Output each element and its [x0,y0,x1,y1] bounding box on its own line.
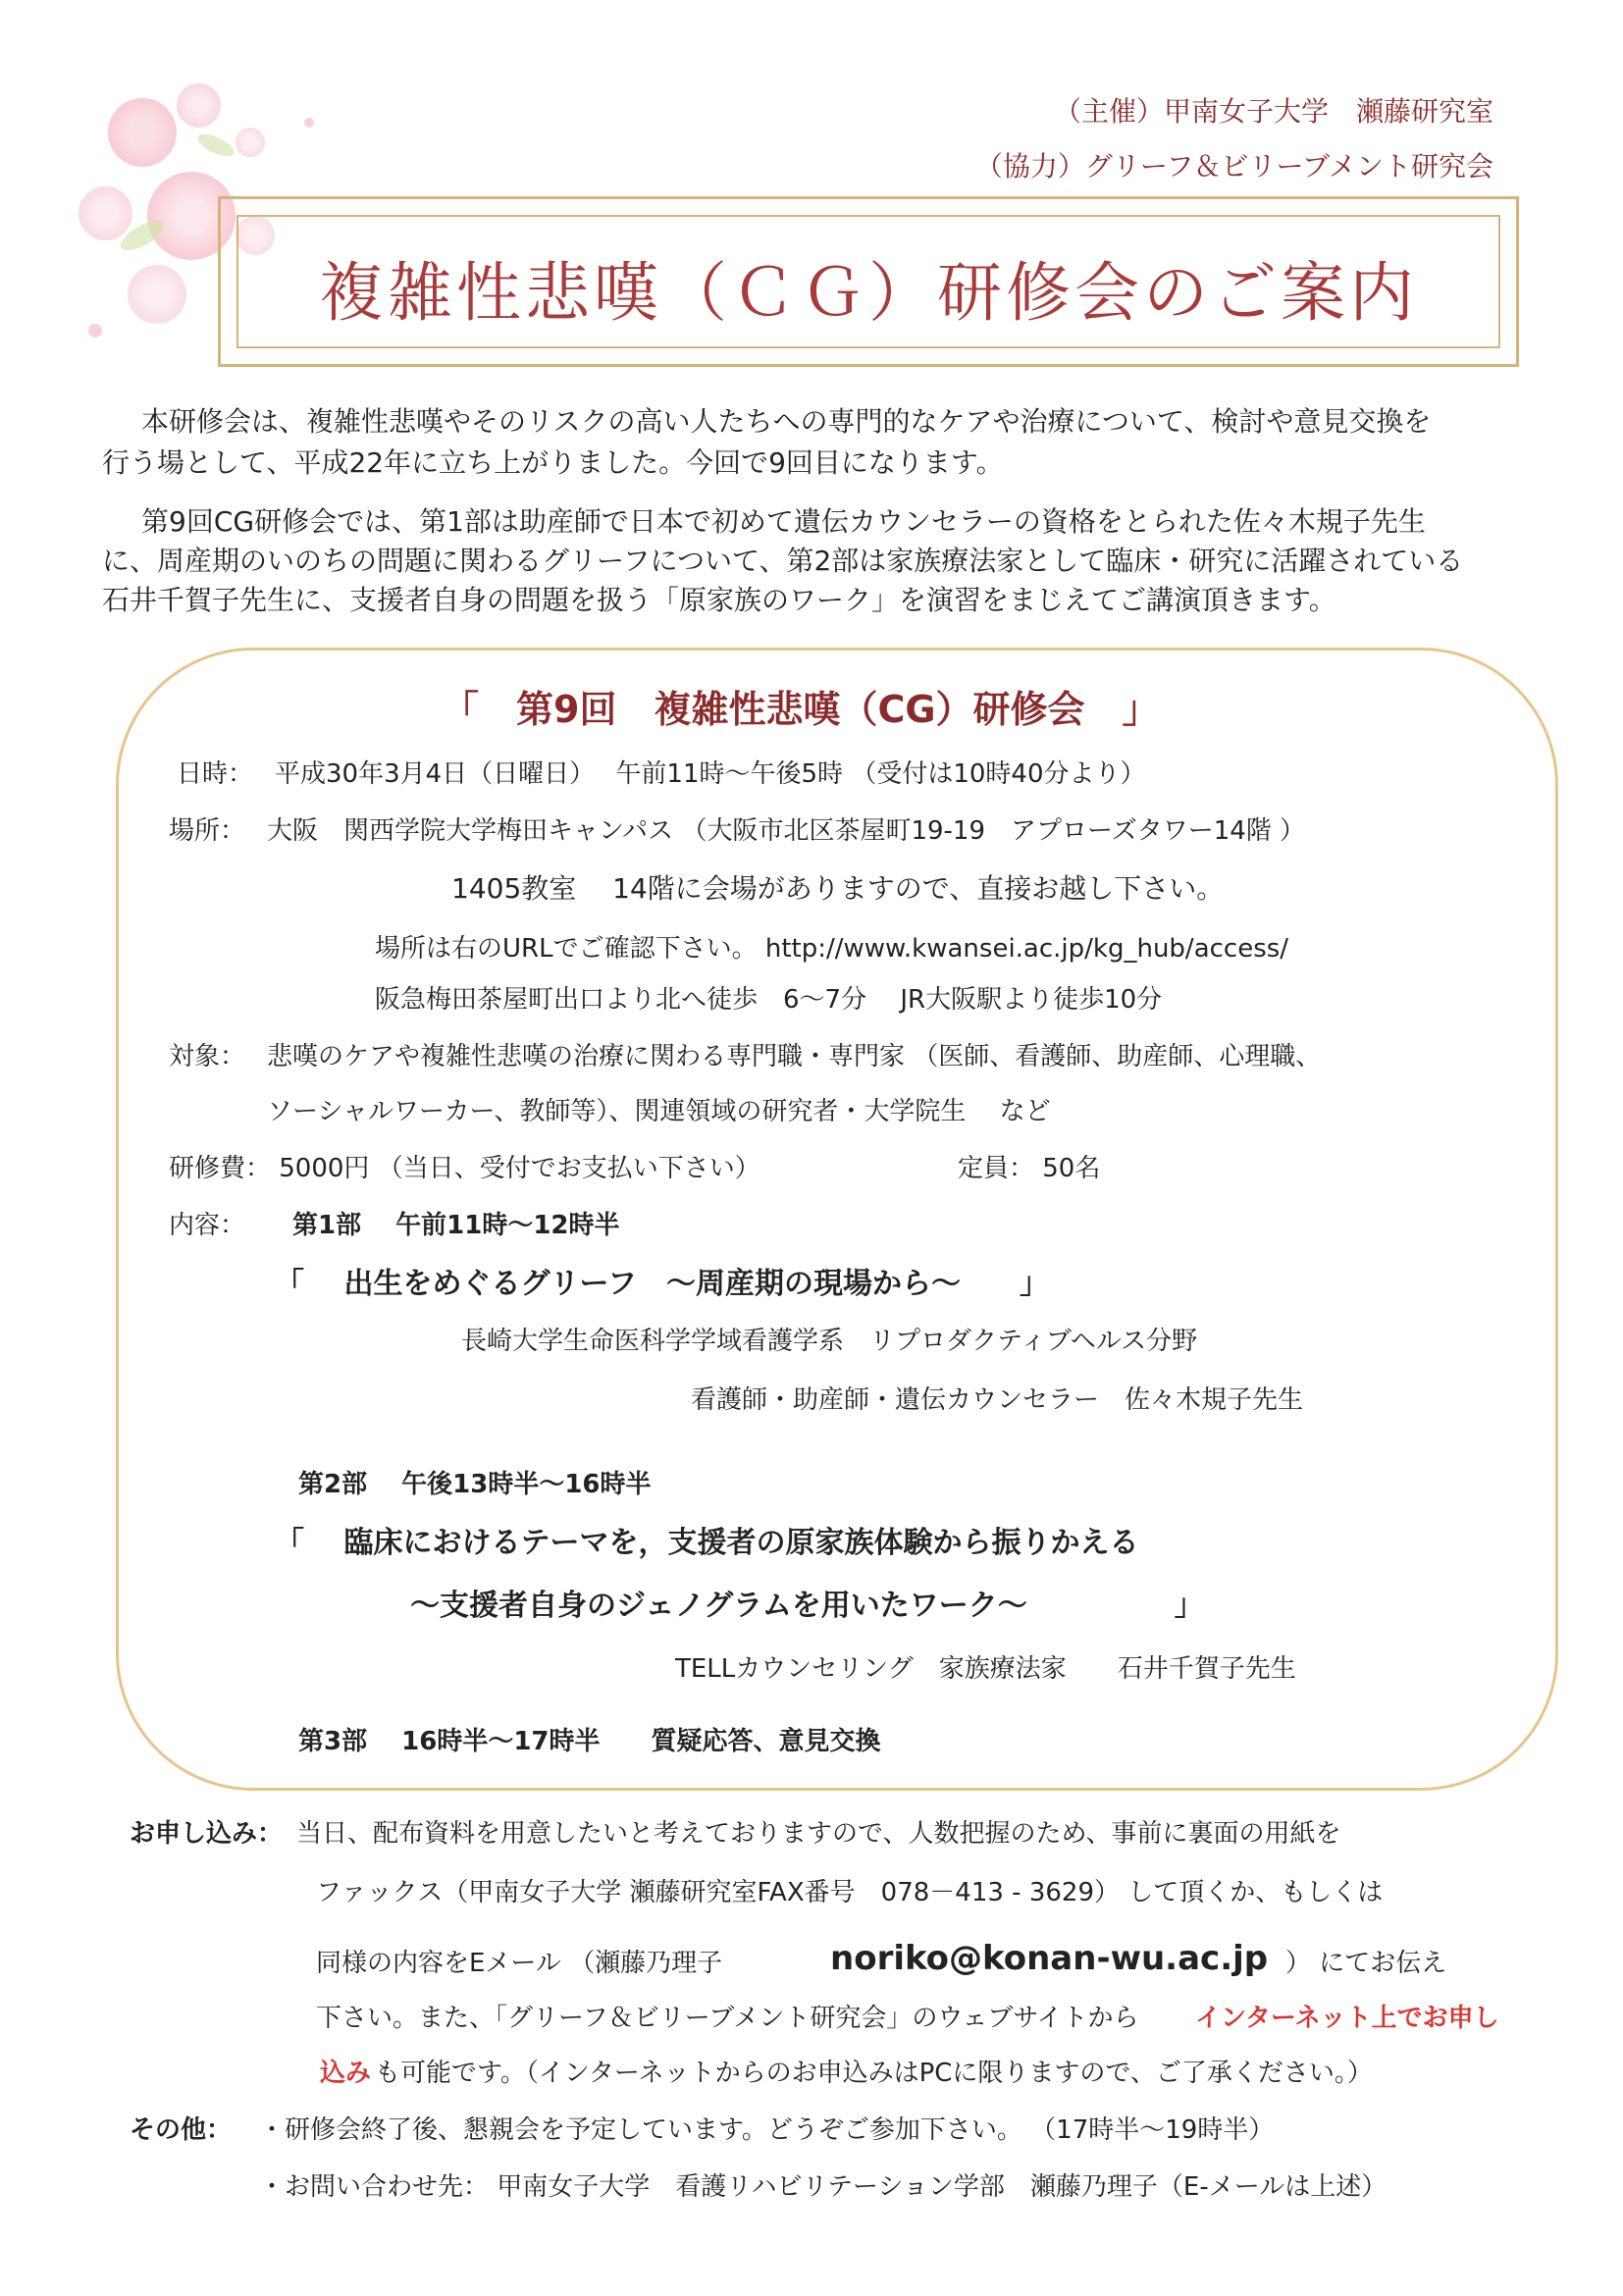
part2-title-line-2: ～支援者自身のジェノグラムを用いたワーク～ 」 [410,1589,1204,1623]
program-heading: 「 第9回 複雑性悲嘆（CG）研修会 」 [442,688,1160,731]
application-line-1: 当日、配布資料を用意したいと考えておりますので、人数把握のため、事前に裏面の用紙を [296,1819,1341,1849]
part3-text: 第3部 16時半～17時半 質疑応答、意見交換 [298,1727,881,1756]
url-note: 場所は右のURLでご確認下さい。 http://www.kwansei.ac.jp/kg_hub/access/ [375,934,1289,964]
cooperation-text: （協力）グリーフ＆ビリーブメント研究会 [974,150,1493,183]
intro-paragraph-2-line-3: 石井千賀子先生に、支援者自身の問題を扱う「原家族のワーク」を演習をまじえてご講演頂きます。 [102,584,1336,616]
part1-title: 「 出生をめぐるグリーフ ～周産期の現場から～ 」 [275,1267,1049,1301]
application-line-3-suffix: ） にてお伝え [1285,1949,1447,1978]
organizer-text: （主催）甲南女子大学 瀬藤研究室 [1053,95,1493,128]
target-line-2: ソーシャルワーカー、教師等）、関連領域の研究者・大学院生 など [267,1097,1051,1126]
room-text: 1405教室 14階に会場がありますので、直接お越し下さい。 [451,872,1225,905]
access-text: 阪急梅田茶屋町出口より北へ徒歩 6～7分 JR大阪駅より徒歩10分 [375,985,1163,1015]
intro-paragraph-1-line-2: 行う場として、平成22年に立ち上がりました。今回で9回目になります。 [102,446,1004,479]
application-label: お申し込み： [130,1819,284,1849]
part1-speaker: 看護師・助産師・遺伝カウンセラー 佐々木規子先生 [691,1385,1304,1415]
place-value: 大阪 関西学院大学梅田キャンパス （大阪市北区茶屋町19-19 アプローズタワー14階 ） [267,816,1306,846]
target-line-1: 悲嘆のケアや複雑性悲嘆の治療に関わる専門職・専門家 （医師、看護師、助産師、心理職、 [267,1042,1322,1071]
contact-email-link[interactable]: noriko@konan-wu.ac.jp [830,1939,1269,1978]
part2-heading: 第2部 午後13時半～16時半 [298,1470,652,1499]
other-line-2: ・お問い合わせ先： 甲南女子大学 看護リハビリテーション学部 瀬藤乃理子（E-メールは上述） [259,2172,1387,2202]
page-title: 複雑性悲嘆（ＣＧ）研修会のご案内 [319,255,1418,331]
title-frame [218,196,1519,367]
target-label: 対象： [169,1042,246,1071]
other-label: その他： [130,2115,233,2145]
intro-paragraph-1-line-1: 本研修会は、複雑性悲嘆やそのリスクの高い人たちへの専門的なケアや治療について、検討や意見交換を [141,405,1432,438]
other-line-1: ・研修会終了後、懇親会を予定しています。どうぞご参加下さい。 （17時半～19時半） [259,2115,1275,2145]
part2-speaker: TELLカウンセリング 家族療法家 石井千賀子先生 [675,1654,1296,1684]
content-label: 内容： [169,1211,246,1240]
part2-title-line-1: 「 臨床におけるテーマを，支援者の原家族体験から振りかえる [275,1526,1139,1560]
capacity-text: 定員： 50名 [958,1154,1101,1183]
application-line-4-prefix: 下さい。また、「グリーフ＆ビリーブメント研究会」のウェブサイトから [316,2004,1139,2033]
date-value: 平成30年3月4日（日曜日） 午前11時～午後5時 （受付は10時40分より） [275,759,1146,789]
intro-paragraph-2-line-2: に、周産期のいのちの問題に関わるグリーフについて、第2部は家族療法家として臨床・研究に活躍されている [102,545,1464,577]
application-line-2: ファックス（甲南女子大学 瀬藤研究室FAX番号 078－413 - 3629） して頂くか、もしくは [316,1878,1384,1907]
intro-paragraph-2-line-1: 第9回CG研修会では、第1部は助産師で日本で初めて遺伝カウンセラーの資格をとられた佐々木規子先生 [141,505,1426,538]
application-line-5: も可能です。（インターネットからのお申込みはPCに限りますので、ご了承ください。） [375,2059,1373,2088]
online-application-highlight-end: 込み [320,2059,372,2088]
fee-text: 研修費： 5000円 （当日、受付でお支払い下さい） [169,1154,760,1183]
part1-heading: 第1部 午前11時～12時半 [292,1211,620,1240]
date-label: 日時： [177,759,254,789]
online-application-highlight: インターネット上でお申し [1195,2004,1499,2033]
application-line-3-prefix: 同様の内容をEメール （瀬藤乃理子 [316,1949,723,1978]
place-label: 場所： [169,816,246,846]
part1-affiliation: 長崎大学生命医科学学域看護学系 リプロダクティブヘルス分野 [461,1327,1198,1356]
